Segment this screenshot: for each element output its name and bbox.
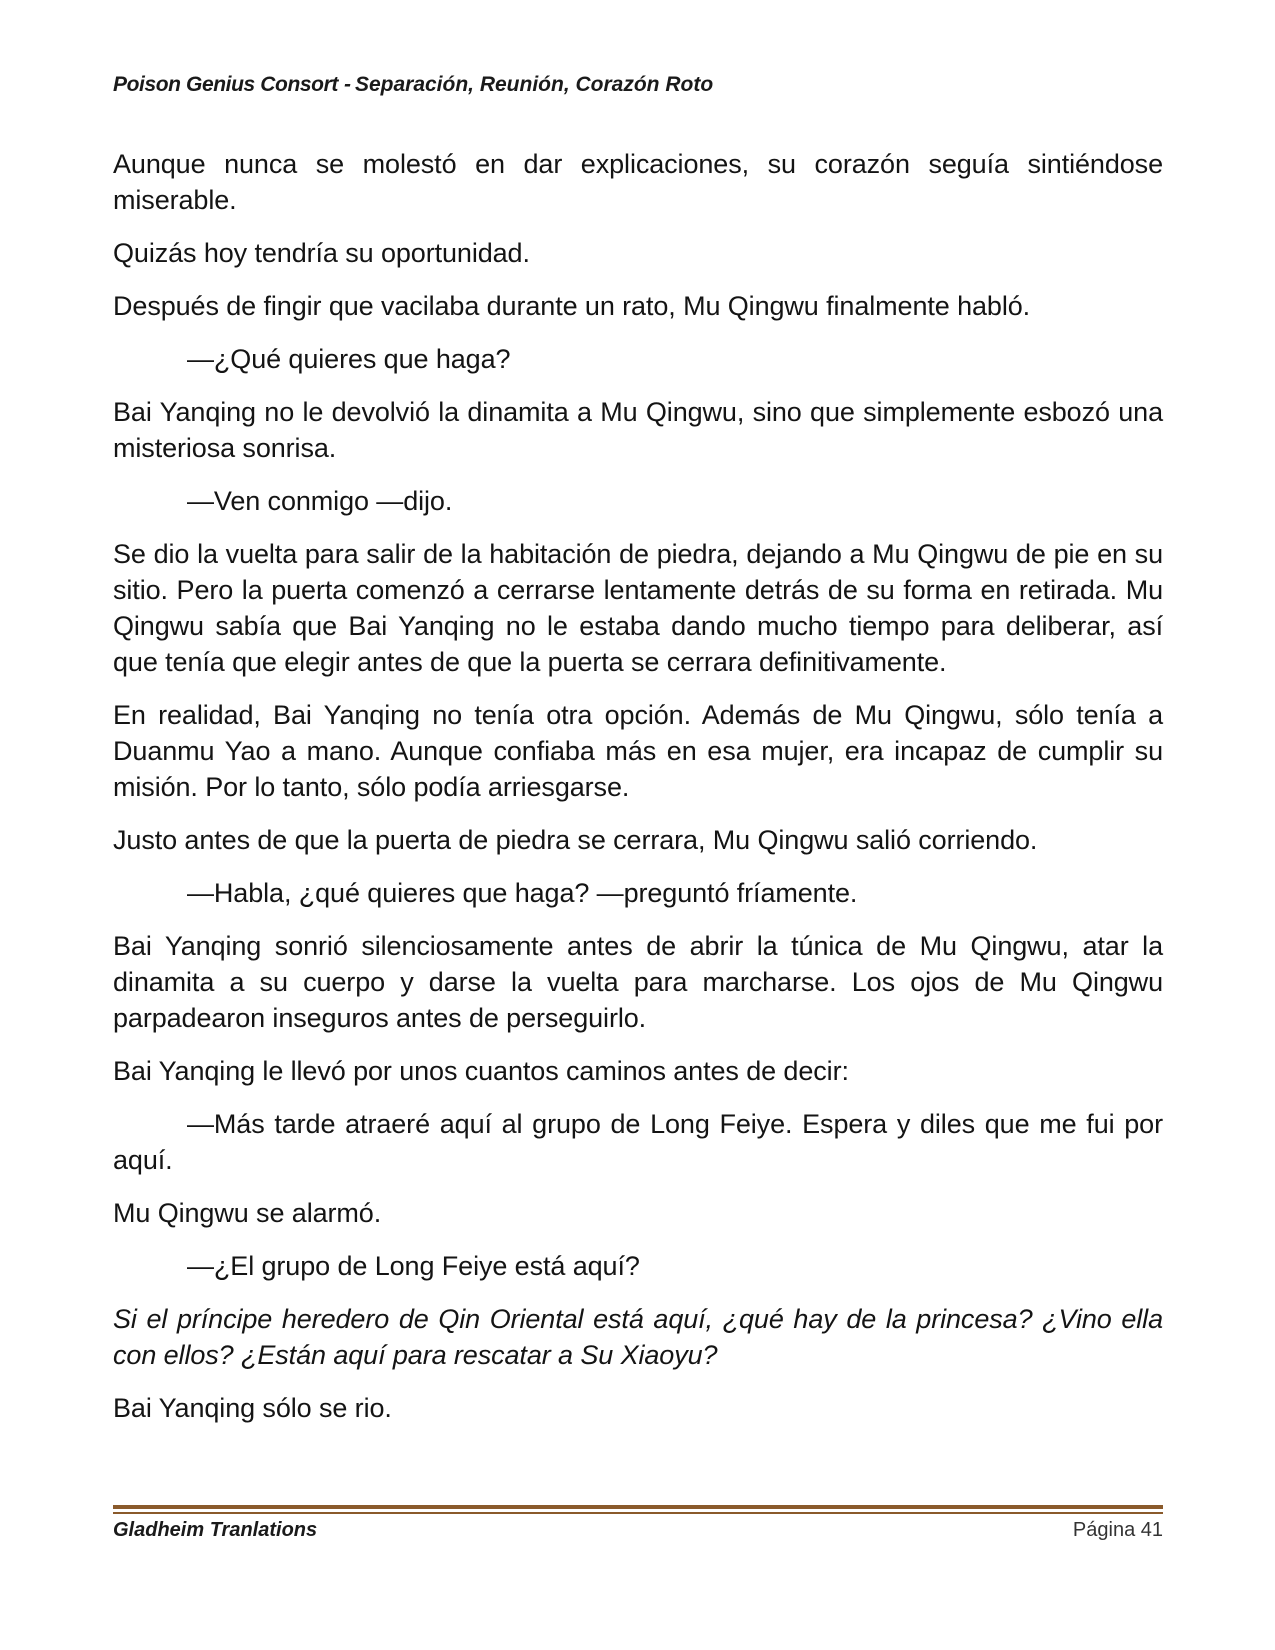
body-paragraph: Después de fingir que vacilaba durante un rato, Mu Qingwu finalmente habló. [113,291,1031,321]
dialogue-paragraph: —Más tarde atraeré aquí al grupo de Long Feiye. Espera y diles que me fui por aquí. [113,1109,1163,1175]
header-separator: - [343,73,351,96]
book-title: Poison Genius Consort [113,73,338,96]
body-paragraph: Bai Yanqing le llevó por unos cuantos caminos antes de decir: [113,1056,849,1086]
page-number: Página 41 [1072,1519,1163,1541]
chapter-title: Separación, Reunión, Corazón Roto [354,73,714,96]
running-header [113,73,1163,97]
body-paragraph: Bai Yanqing sonrió silenciosamente antes de abrir la túnica de Mu Qingwu, atar la dinamita a su cuerpo y darse la vuelta para marcharse. Los ojos de Mu Qingwu parpadearon inseguros antes de perseguirlo. [113,931,1163,1033]
thought-paragraph: Si el príncipe heredero de Qin Oriental está aquí, ¿qué hay de la princesa? ¿Vino ella con ellos? ¿Están aquí para rescatar a Su Xiaoyu? [113,1304,1163,1370]
footer-rule-thick [113,1505,1163,1509]
body-paragraph: Mu Qingwu se alarmó. [113,1198,382,1228]
dialogue-paragraph: —¿El grupo de Long Feiye está aquí? [187,1251,640,1281]
body-paragraph: Quizás hoy tendría su oportunidad. [113,238,530,268]
body-paragraph: Justo antes de que la puerta de piedra se cerrara, Mu Qingwu salió corriendo. [113,825,1038,855]
body-paragraph: Bai Yanqing no le devolvió la dinamita a Mu Qingwu, sino que simplemente esbozó una misteriosa sonrisa. [113,397,1163,463]
dialogue-paragraph: —Ven conmigo —dijo. [187,486,453,516]
body-paragraph: En realidad, Bai Yanqing no tenía otra opción. Además de Mu Qingwu, sólo tenía a Duanmu Yao a mano. Aunque confiaba más en esa mujer, era incapaz de cumplir su misión. Por lo tanto, sólo podía arriesgarse. [113,700,1163,802]
page-body [113,146,1163,1443]
publisher-name: Gladheim Tranlations [113,1519,318,1541]
dialogue-paragraph: —Habla, ¿qué quieres que haga? —preguntó fríamente. [187,878,858,908]
dialogue-paragraph: —¿Qué quieres que haga? [187,344,511,374]
body-paragraph: Se dio la vuelta para salir de la habitación de piedra, dejando a Mu Qingwu de pie en su sitio. Pero la puerta comenzó a cerrarse lentamente detrás de su forma en retirada. Mu Qingwu sabía que Bai Yanqing no le estaba dando mucho tiempo para deliberar, así que tenía que elegir antes de que la puerta se cerrara definitivamente. [113,539,1163,677]
body-paragraph: Bai Yanqing sólo se rio. [113,1393,392,1423]
footer-rule-thin [113,1512,1163,1514]
body-paragraph: Aunque nunca se molestó en dar explicaciones, su corazón seguía sintiéndose miserable. [113,149,1163,215]
